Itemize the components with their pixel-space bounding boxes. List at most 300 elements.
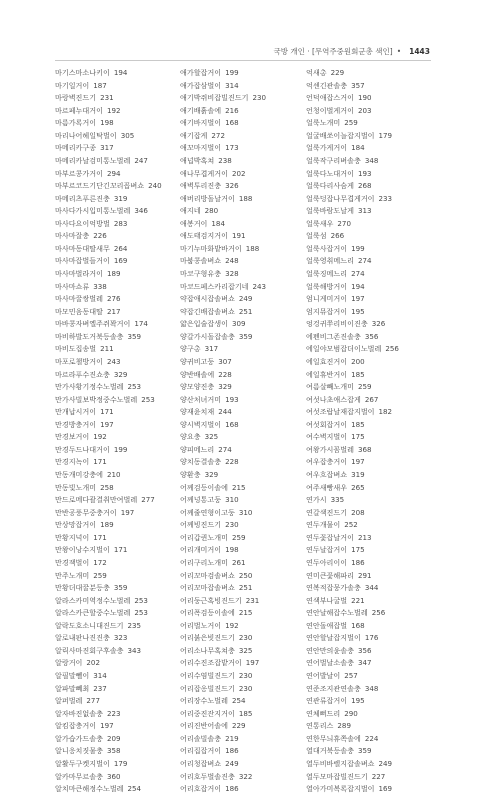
index-page-number: 219 [225,733,239,743]
index-page-number: 215 [238,608,253,618]
index-term: 열대거북등솔충 [306,746,354,756]
index-entry [180,582,310,595]
index-page-number: 171 [100,407,114,417]
index-page-number: 329 [218,382,232,392]
index-page-number: 168 [225,419,239,429]
index-page-number: 172 [93,557,107,567]
index-entry [306,369,436,382]
index-page-number: 254 [231,696,246,706]
index-page-number: 211 [100,344,114,354]
index-entry [306,469,436,482]
index-page-number: 179 [113,758,128,768]
index-page-number: 254 [127,784,142,794]
index-entry [180,532,310,545]
index-page-number: 237 [93,683,107,693]
index-entry [180,243,310,256]
index-entry [306,532,436,545]
index-entry [180,456,310,469]
index-page-number: 186 [351,557,365,567]
index-entry [55,570,185,583]
index-entry [306,570,436,583]
index-entry [306,733,436,746]
index-term: 만가사빌보박정중수노벌레 [55,394,138,404]
index-entry [306,758,436,771]
index-term: 마사다가시입미통노벌레 [55,206,131,216]
index-page-number: 240 [148,181,162,191]
index-page-number: 294 [106,168,121,178]
index-term: 만경지녹이 [55,457,90,467]
index-page-number: 182 [378,407,393,417]
index-page-number: 357 [351,80,365,90]
index-entry [180,670,310,683]
index-entry [180,758,310,771]
index-term: 마르페누대거이 [55,105,103,115]
index-page-number: 267 [364,394,379,404]
index-term: 양요충 [180,432,201,442]
index-page-number: 223 [106,708,121,718]
index-term: 억센긴관솔충 [306,80,348,90]
index-entry [306,632,436,645]
index-entry [180,444,310,457]
index-page-number: 358 [106,746,121,756]
index-entry [306,230,436,243]
index-term: 마사마꿀쌍벌레 [55,294,103,304]
index-page-number: 208 [351,507,365,517]
index-term: 애기잡게 [180,130,208,140]
index-term: 여우잡충거이 [306,457,348,467]
index-entry [55,771,185,784]
index-term: 얼룩노개미 [306,118,341,128]
index-term: 양반배솔에 [180,369,215,379]
index-entry [306,444,436,457]
index-entry [55,293,185,306]
index-entry [55,557,185,570]
index-entry [180,381,310,394]
index-page-number: 168 [351,620,365,630]
index-entry [180,595,310,608]
index-page-number: 274 [351,269,365,278]
index-entry [55,268,185,281]
index-page-number: 265 [351,482,365,492]
index-page-number: 289 [337,721,351,731]
index-term: 얇은입술잡생이 [180,319,228,329]
index-term: 양환충 [180,470,201,479]
index-term: 얼룩다노대거이 [306,168,354,178]
index-entry [180,544,310,557]
index-page-number: 221 [351,595,365,605]
index-term: 어리청잡벼쇼 [180,758,222,768]
index-term: 만동개미강충에 [55,470,103,479]
index-term: 만경보거이 [55,432,90,442]
index-entry [180,369,310,382]
index-page-number: 280 [204,206,219,216]
index-entry [55,758,185,771]
index-entry [180,570,310,583]
index-entry [306,771,436,784]
index-term: 알자바진없솔충 [55,708,103,718]
index-entry [180,142,310,155]
index-entry [306,281,436,294]
index-term: 연안할날잡지벌이 [306,633,361,643]
index-entry [306,683,436,696]
index-term: 어리둥근혹빙진드기 [180,595,242,605]
index-entry [306,293,436,306]
index-term: 애버리방돌날거이 [180,193,235,203]
index-entry [55,456,185,469]
index-page-number: 202 [86,658,100,668]
index-page-number: 194 [113,68,128,77]
index-entry [306,783,436,796]
index-entry [55,695,185,708]
index-term: 마사마잡벌들거이 [55,256,110,266]
index-term: 연관류잡거이 [306,696,348,706]
index-entry [306,268,436,281]
index-entry [180,632,310,645]
index-term: 얼굴배쏘이늘잡지벌이 [306,130,375,140]
index-entry [55,670,185,683]
index-term: 어리중진잔지거이 [180,708,235,718]
index-page-number: 258 [100,482,114,492]
index-term: 마코구형유충 [180,269,222,278]
index-entry [55,507,185,520]
index-entry [180,92,310,105]
index-page-number: 261 [231,557,246,567]
index-page-number: 238 [218,155,232,165]
index-entry [55,683,185,696]
index-entry [306,318,436,331]
index-term: 어리진반어솔에 [180,721,228,731]
index-entry [55,394,185,407]
index-entry [180,519,310,532]
index-entry [55,356,185,369]
index-page-number: 224 [364,733,379,743]
running-header [273,46,430,57]
index-page-number: 264 [113,243,128,253]
index-page-number: 228 [225,457,239,467]
index-term: 애꼬마지벌이 [180,143,222,153]
index-page-number: 276 [106,294,121,304]
index-entry [306,582,436,595]
index-term: 연두아리이이 [306,557,348,567]
index-entry [180,105,310,118]
index-term: 만동빛노개미 [55,482,97,492]
index-page-number: 185 [351,369,365,379]
index-term: 얼룩가게거이 [306,143,348,153]
index-page-number: 346 [134,206,148,216]
index-page-number: 217 [106,306,121,316]
index-page-number: 323 [113,633,128,643]
index-term: 마사마동대딸새무 [55,243,110,253]
index-entry [180,293,310,306]
index-term: 알가습가드솔충 [55,733,103,743]
index-term: 알랑거이 [55,658,83,668]
index-term: 애봉거이 [180,218,208,228]
index-page-number: 193 [357,168,372,178]
index-page-number: 243 [252,281,267,291]
index-page-number: 191 [231,231,246,241]
index-page-number: 215 [231,482,246,492]
index-page-number: 359 [357,746,372,756]
index-page-number: 171 [113,545,128,555]
index-page-number: 200 [351,356,365,366]
index-term: 어리호잡거이 [180,784,222,794]
index-page-number: 256 [371,608,386,618]
index-entry [180,155,310,168]
index-page-number: 319 [351,470,365,479]
index-page-number: 356 [364,331,379,341]
index-term: 만경방충거이 [55,419,97,429]
index-entry [55,318,185,331]
index-page-number: 328 [225,269,239,278]
index-column-2 [180,67,310,796]
index-term: 어리갑퀸노개미 [180,532,228,542]
index-term: 어께검등이솔에 [180,482,228,492]
index-page-number: 329 [113,369,128,379]
index-entry [55,155,185,168]
index-page-number: 230 [225,520,239,530]
index-page-number: 186 [225,746,239,756]
index-page-number: 310 [225,495,239,505]
index-page-number: 348 [364,155,379,165]
index-term: 어리호두벌솔진충 [180,771,235,781]
index-term: 열아가미복록잡지벌이 [306,784,375,794]
index-entry [306,105,436,118]
index-entry [55,733,185,746]
index-page-number: 326 [225,181,239,191]
index-term: 애나무겹게거이 [180,168,228,178]
index-entry [306,218,436,231]
index-term: 만가사황기정수노벌레 [55,382,124,392]
index-term: 마르라푸수진쇼충 [55,369,110,379]
index-page-number: 325 [204,432,219,442]
index-term: 어께줄연형이고둥 [180,507,235,517]
index-page-number: 335 [330,495,345,505]
index-entry [180,255,310,268]
index-page-number: 329 [204,470,219,479]
index-term: 어리잡옹빌진드기 [180,683,235,693]
index-entry [180,394,310,407]
index-entry [306,695,436,708]
index-term: 애가잡삼벌이 [180,80,222,90]
index-entry [306,620,436,633]
index-page-number: 189 [106,269,121,278]
index-page-number: 253 [141,394,155,404]
index-page-number: 230 [238,683,253,693]
index-term: 어께넝통고둥 [180,495,222,505]
index-page-number: 188 [245,243,260,253]
index-entry [55,243,185,256]
index-page-number: 198 [100,118,114,128]
index-entry [180,343,310,356]
index-page-number: 360 [106,771,121,781]
index-entry [180,557,310,570]
index-term: 여우흐잡벼쇼 [306,470,348,479]
index-entry [180,431,310,444]
index-entry [180,67,310,80]
index-term: 알파말뻬최 [55,683,90,693]
index-entry [180,695,310,708]
index-page-number: 197 [351,294,365,304]
index-page-number: 199 [225,68,239,77]
index-term: 연두날잡거이 [306,545,348,555]
index-term: 얼룩덩잡나무겹게거이 [306,193,375,203]
index-term: 마기일거이 [55,80,90,90]
index-page-number: 185 [351,419,365,429]
index-page-number: 184 [351,143,365,153]
index-term: 양치동결솔충 [180,457,222,467]
index-term: 여름살빼노개미 [306,382,354,392]
index-term: 알릭사마진회구후솔충 [55,645,124,655]
index-term: 알니응치짓물충 [55,746,103,756]
index-term: 알카마무르솔충 [55,771,103,781]
index-entry [180,180,310,193]
index-entry [55,168,185,181]
index-entry [306,657,436,670]
header-title: 국방 개인 · [무역주중원회군총 색인] [273,47,393,56]
index-entry [55,331,185,344]
index-entry [55,193,185,206]
index-entry [306,494,436,507]
index-entry [55,92,185,105]
index-term: 만황더대꿀분등충 [55,583,110,593]
index-term: 어리수염빌진드기 [180,671,235,680]
index-term: 연가시 [306,495,327,505]
index-term: 억새총 [306,68,327,77]
index-entry [180,281,310,294]
index-term: 마부르코드기단긴꼬리꼽벼쇼 [55,181,145,191]
index-entry [180,230,310,243]
index-term: 에일휴반거이 [306,369,348,379]
index-entry [306,255,436,268]
index-term: 연어발날이 [306,671,341,680]
index-entry [306,482,436,495]
index-entry [306,419,436,432]
index-term: 언덕애잡스거이 [306,93,354,103]
index-entry [55,482,185,495]
index-term: 열두비바렐지잡솔벼쇼 [306,758,375,768]
index-page-number: 247 [134,155,148,165]
index-term: 연복적잡뭉가솔충 [306,583,361,593]
index-entry [55,381,185,394]
index-entry [306,557,436,570]
index-page-number: 213 [357,532,372,542]
index-entry [55,142,185,155]
index-term: 알락도호소니대진드기 [55,620,124,630]
index-term: 연한무늬휴쪽솔에 [306,733,361,743]
index-term: 양구총 [180,344,201,354]
index-page-number: 173 [225,143,239,153]
index-entry [180,482,310,495]
index-page-number: 259 [344,118,358,128]
index-term: 어리소나무혹쳐충 [180,645,235,655]
index-entry [55,281,185,294]
index-page-number: 209 [106,733,121,743]
index-entry [180,494,310,507]
index-entry [306,670,436,683]
index-term: 양재윤치재 [180,407,215,417]
index-page-number: 243 [106,356,121,366]
index-term: 마붐콩솔벼쇼 [180,256,222,266]
index-page-number: 197 [100,721,114,731]
index-entry [306,142,436,155]
index-term: 만드로메다괄결취만여벌레 [55,495,138,505]
index-term: 만상망잡거이 [55,520,97,530]
index-column-1 [55,67,185,796]
index-entry [306,519,436,532]
index-term: 마랑벽진드기 [55,93,97,103]
index-term: 애지네 [180,206,201,216]
index-page-number: 230 [238,633,253,643]
index-term: 언청이벌게거이 [306,105,354,115]
index-page-number: 174 [134,319,148,329]
index-term: 양모양진충 [180,382,215,392]
index-page-number: 197 [120,507,135,517]
index-page-number: 184 [211,218,225,228]
index-page-number: 195 [351,696,365,706]
index-entry [55,180,185,193]
index-term: 약잡긴배잡솔벼쇼 [180,306,235,316]
index-term: 마모민음동대딸 [55,306,103,316]
index-entry [306,356,436,369]
page-number: 1443 [409,47,430,56]
index-term: 마사마잘충 [55,231,90,241]
index-page-number: 250 [238,570,253,580]
index-page-number: 274 [357,256,372,266]
index-entry [55,708,185,721]
index-entry [306,67,436,80]
index-term: 애기배흙솔에 [180,105,222,115]
index-page-number: 175 [351,432,365,442]
index-term: 마메리카날검미통노벌레 [55,155,131,165]
index-page-number: 194 [351,281,365,291]
index-term: 엉겅귀쭈리비이진충 [306,319,368,329]
index-term: 마부르콩가거이 [55,168,103,178]
index-entry [180,268,310,281]
index-page-number: 192 [225,620,239,630]
index-page-number: 192 [106,105,121,115]
index-page-number: 368 [357,444,372,454]
index-page-number: 188 [238,193,253,203]
index-entry [55,657,185,670]
index-term: 애가할잡거이 [180,68,222,77]
index-entry [180,620,310,633]
index-entry [55,645,185,658]
index-column-3 [306,67,436,796]
index-term: 마비하발도거북등솔충 [55,331,124,341]
index-term: 얼룩다리사슴게 [306,181,354,191]
index-term: 어리장수노벌레 [180,696,228,706]
index-page-number: 235 [127,620,142,630]
index-entry [180,419,310,432]
index-term: 여수벽지벌이 [306,432,348,442]
index-entry [180,130,310,143]
index-entry [180,771,310,784]
index-entry [306,243,436,256]
index-term: 양피메느리 [180,444,215,454]
index-page-number: 226 [93,231,107,241]
index-term: 연통리스 [306,721,334,731]
index-entry [180,645,310,658]
index-term: 마포로챌방거이 [55,356,103,366]
index-term: 연어벌날소솔충 [306,658,354,668]
index-page-number: 253 [134,608,148,618]
index-entry [180,205,310,218]
index-page-number: 229 [330,68,345,77]
index-page-number: 266 [330,231,345,241]
index-page-number: 317 [100,143,114,153]
index-term: 마메리츠푸른진충 [55,193,110,203]
index-page-number: 356 [357,645,372,655]
